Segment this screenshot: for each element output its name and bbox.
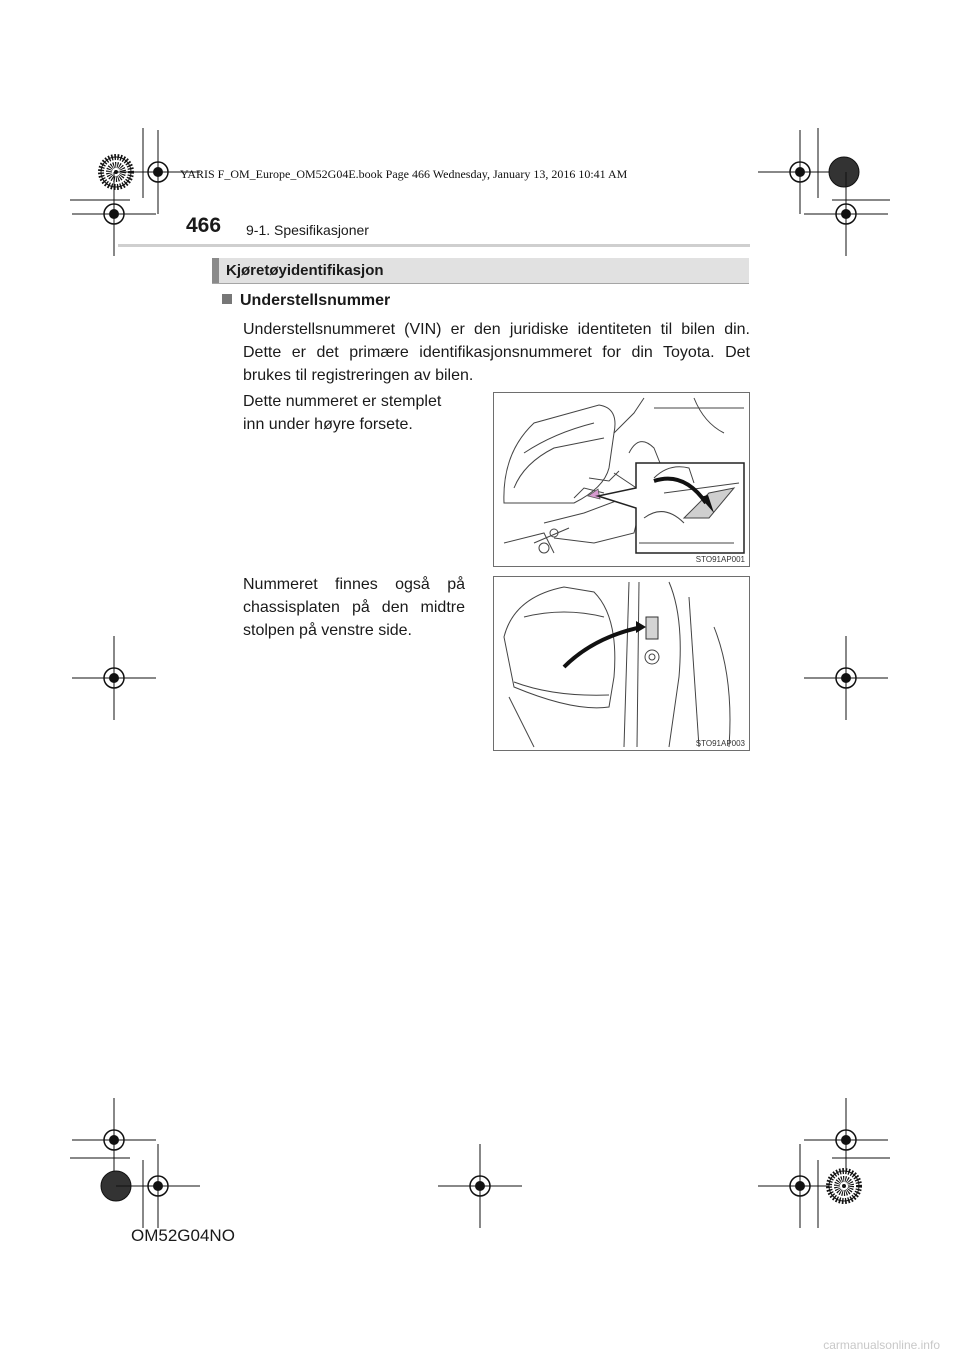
watermark: carmanualsonline.info	[823, 1338, 940, 1352]
registration-mark-icon	[438, 1144, 522, 1228]
section-title-bar	[212, 258, 749, 284]
box-title: Kjøretøyidentifikasjon	[226, 262, 384, 279]
arrow-icon	[564, 627, 642, 667]
figure-seat-vin	[493, 392, 750, 567]
subheading	[222, 292, 390, 310]
figure-2-label: STO91AP003	[695, 739, 745, 748]
figure-pillar-vin	[493, 576, 750, 751]
registration-mark-icon	[72, 636, 156, 720]
registration-mark-icon	[804, 636, 888, 720]
section-header: 9-1. Spesifikasjoner	[246, 222, 369, 238]
page-number: 466	[186, 214, 222, 237]
sunburst-mark-icon	[829, 1171, 859, 1201]
solid-mark-icon	[829, 157, 859, 187]
registration-mark-icon	[804, 172, 888, 256]
subheading-text: Understellsnummer	[240, 292, 391, 309]
registration-mark-icon	[116, 1144, 200, 1228]
paragraph-vin-description: Understellsnummeret (VIN) er den juridiske identiteten til bilen din. Dette er det primære identifikasjonsnummeret for din Toyota. Det brukes til registreringen av bilen.	[243, 321, 750, 384]
paragraph-pillar-location: Nummeret finnes også på chassisplaten på den midtre stolpen på venstre side.	[243, 576, 465, 639]
book-info: YARIS F_OM_Europe_OM52G04E.book Page 466 Wednesday, January 13, 2016 10:41 AM	[180, 167, 628, 181]
footer-code: OM52G04NO	[131, 1226, 235, 1245]
title-accent	[212, 258, 219, 283]
figure-1-label: STO91AP001	[695, 555, 745, 564]
header-rule	[118, 244, 750, 247]
seat-illustration	[494, 393, 750, 567]
paragraph-seat-location: Dette nummeret er stemplet inn under høyre forsete.	[243, 393, 442, 433]
pillar-illustration	[494, 577, 750, 751]
bullet-square-icon	[222, 294, 232, 304]
